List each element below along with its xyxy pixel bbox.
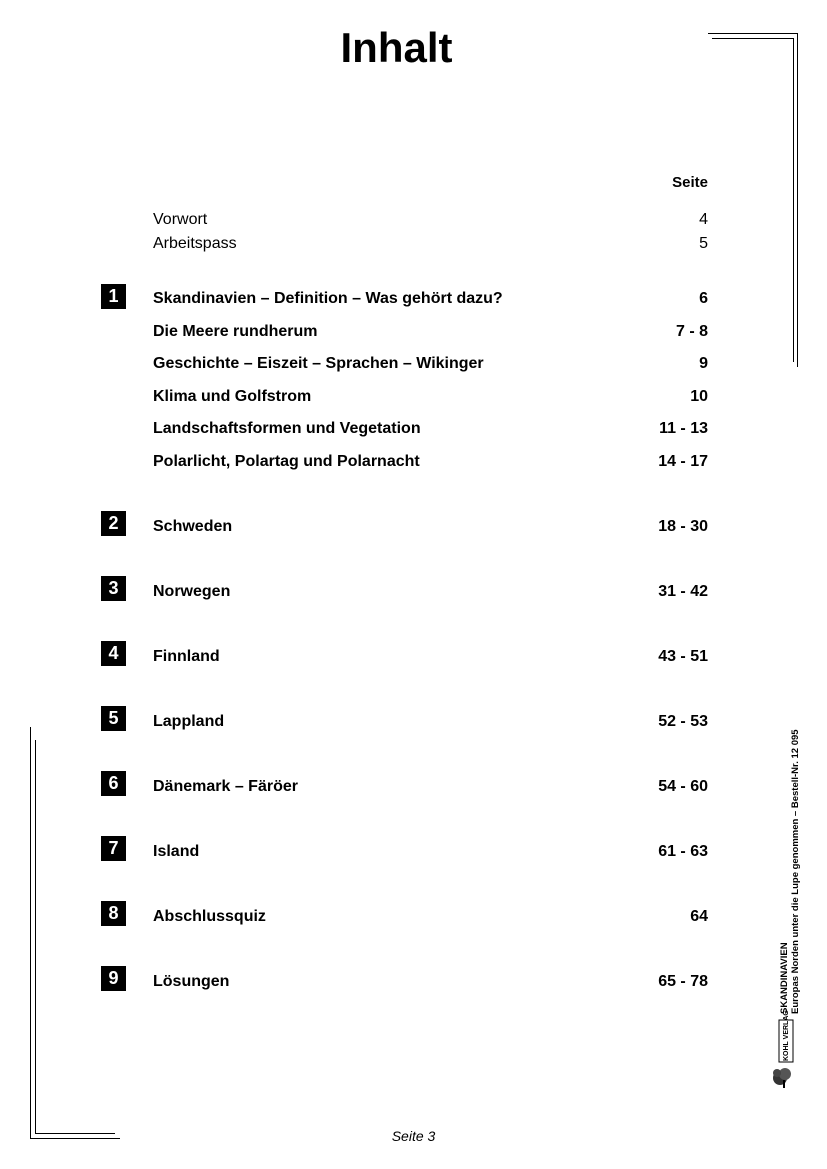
toc-row-finnland	[0, 646, 827, 670]
frame-line-top-inner	[712, 38, 794, 39]
toc-row	[0, 321, 827, 345]
chapter-number-4: 4	[101, 641, 126, 666]
toc-row-vorwort	[0, 209, 827, 233]
toc-row-schweden	[0, 516, 827, 540]
toc-page: 10	[690, 388, 708, 405]
toc-page: 61 - 63	[658, 843, 708, 860]
toc-label: Lappland	[153, 713, 225, 730]
toc-row	[0, 386, 827, 410]
frame-line-top	[708, 33, 798, 34]
toc-row-lappland	[0, 711, 827, 735]
page-column-header: Seite	[672, 174, 708, 191]
toc-label: Island	[153, 843, 200, 860]
toc-page: 14 - 17	[658, 453, 708, 470]
toc-label: Geschichte – Eiszeit – Sprachen – Wikinger	[153, 355, 484, 372]
toc-label: Dänemark – Färöer	[153, 778, 298, 795]
chapter-number-2: 2	[101, 511, 126, 536]
toc-page: 52 - 53	[658, 713, 708, 730]
toc-label: Finnland	[153, 648, 220, 665]
chapter-number-7: 7	[101, 836, 126, 861]
toc-row	[0, 353, 827, 377]
toc-row	[0, 418, 827, 442]
toc-page: 31 - 42	[658, 583, 708, 600]
toc-row-daenemark	[0, 776, 827, 800]
toc-row-norwegen	[0, 581, 827, 605]
toc-page: 43 - 51	[658, 648, 708, 665]
side-subtitle: Europas Norden unter die Lupe genommen – Bestell-Nr. 12 095	[790, 729, 801, 1014]
toc-label: Norwegen	[153, 583, 231, 600]
toc-label: Arbeitspass	[153, 235, 237, 252]
toc-label: Landschaftsformen und Vegetation	[153, 420, 421, 437]
toc-row	[0, 288, 827, 312]
toc-label: Die Meere rundherum	[153, 323, 318, 340]
frame-line-right	[797, 33, 798, 367]
toc-label: Abschlussquiz	[153, 908, 266, 925]
frame-line-left-inner	[35, 740, 36, 1134]
frame-line-right-inner	[793, 38, 794, 362]
publisher-name: KOHL VERLAG	[783, 1010, 790, 1061]
chapter-number-6: 6	[101, 771, 126, 796]
side-title: SKANDINAVIEN	[779, 942, 790, 1014]
toc-row-abschlussquiz	[0, 906, 827, 930]
toc-page: 64	[690, 908, 708, 925]
toc-page: 7 - 8	[675, 323, 708, 340]
publisher-logo	[770, 1010, 798, 1092]
page-footer: Seite 3	[391, 1128, 436, 1144]
toc-page: 18 - 30	[658, 518, 708, 535]
toc-page: 54 - 60	[658, 778, 708, 795]
toc-page: 65 - 78	[658, 973, 708, 990]
toc-row-island	[0, 841, 827, 865]
toc-page: 9	[699, 355, 708, 372]
toc-page: 5	[699, 235, 708, 252]
chapter-number-1: 1	[101, 284, 126, 309]
toc-row-loesungen	[0, 971, 827, 995]
toc-row-arbeitspass	[0, 233, 827, 257]
chapter-number-8: 8	[101, 901, 126, 926]
toc-label: Vorwort	[153, 211, 208, 228]
toc-row	[0, 451, 827, 475]
chapter-number-3: 3	[101, 576, 126, 601]
page-title: Inhalt	[340, 24, 453, 71]
toc-page: 11 - 13	[659, 420, 708, 437]
chapter-number-9: 9	[101, 966, 126, 991]
toc-label: Schweden	[153, 518, 233, 535]
chapter-number-5: 5	[101, 706, 126, 731]
frame-line-left	[30, 727, 31, 1139]
toc-page: 6	[699, 290, 708, 307]
toc-label: Klima und Golfstrom	[153, 388, 312, 405]
toc-label: Skandinavien – Definition – Was gehört dazu?	[153, 290, 503, 307]
toc-page: 4	[699, 211, 708, 228]
toc-label: Lösungen	[153, 973, 230, 990]
toc-label: Polarlicht, Polartag und Polarnacht	[153, 453, 420, 470]
